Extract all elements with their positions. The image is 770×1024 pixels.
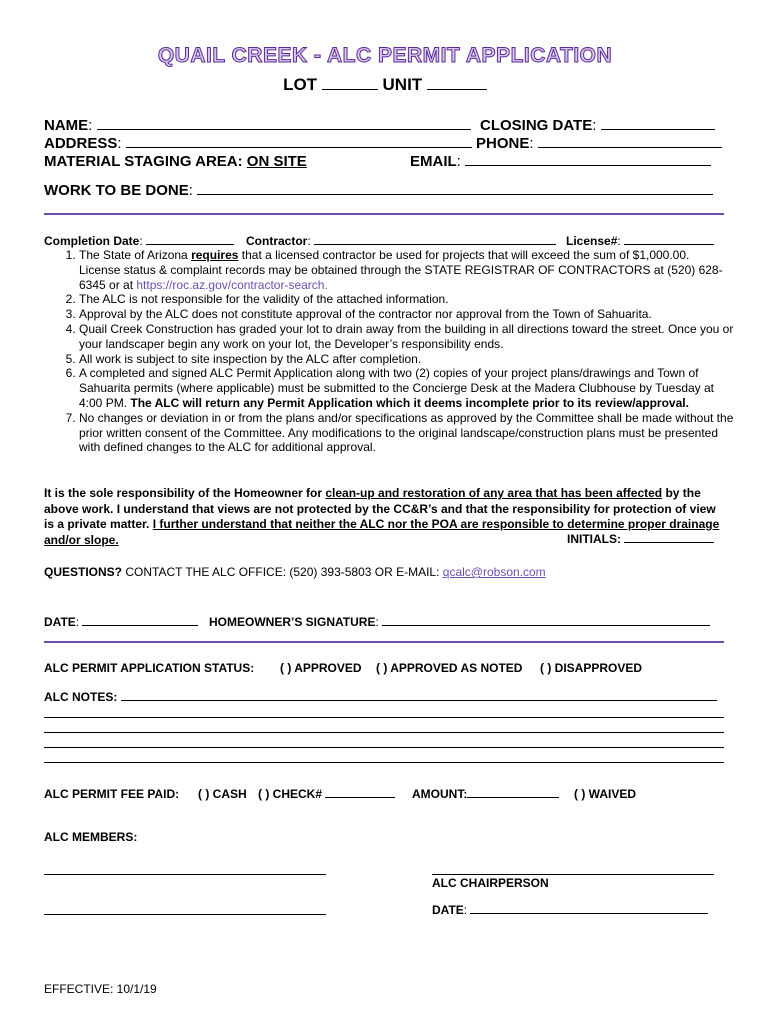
rule-6: 6. A completed and signed ALC Permit Application along with two (2) copies of your project plans/drawings and Town of Sahuarita permits (where applicable) must be submitted to the Concierge Desk at the Madera Clubhouse by Tuesday at 4:00 PM. The ALC will return any Permit Application which it deems incomplete prior to its review/approval.	[79, 366, 734, 410]
phone-field[interactable]	[538, 135, 722, 148]
status-approved-as-noted[interactable]: ( ) APPROVED AS NOTED	[376, 661, 523, 675]
unit-label: UNIT	[382, 75, 423, 94]
address-label: ADDRESS	[44, 135, 118, 152]
completion-field[interactable]	[146, 234, 234, 245]
lot-label: LOT	[283, 75, 318, 94]
fee-check-row	[258, 787, 395, 801]
chairperson-label: ALC CHAIRPERSON	[432, 876, 549, 890]
member-signature-line-2[interactable]	[44, 914, 326, 915]
work-label: WORK TO BE DONE	[44, 182, 189, 199]
name-label: NAME	[44, 117, 89, 134]
check-number-field[interactable]	[325, 787, 395, 798]
homeowner-signature-label: HOMEOWNER’S SIGNATURE	[209, 615, 376, 629]
fee-amount-row	[412, 787, 559, 801]
homeowner-signature-field[interactable]	[382, 615, 710, 626]
chair-date-field[interactable]	[470, 903, 708, 914]
status-label: ALC PERMIT APPLICATION STATUS:	[44, 661, 255, 675]
rules-list	[44, 248, 734, 455]
email-row: EMAIL:	[410, 153, 711, 170]
questions-label: QUESTIONS?	[44, 565, 123, 579]
homeowner-date-row: DATE:	[44, 615, 198, 629]
rule-4: 4. Quail Creek Construction has graded your lot to drain away from the building in all directions toward the street. Once you or your landscaper begin any work on your lot, the Developer’s responsibility ends.	[79, 322, 734, 352]
name-field[interactable]	[97, 117, 471, 130]
notes-row	[44, 690, 717, 704]
rule-1: 1. The State of Arizona requires that a licensed contractor be used for projects that will exceed the sum of $1,000.00. License status & complaint records may be obtained through the STATE REGISTRAR OF CONTRACTORS at (520) 628-6345 or at https://roc.az.gov/contractor-search.	[79, 248, 734, 292]
license-field[interactable]	[624, 234, 714, 245]
amount-field[interactable]	[467, 787, 559, 798]
fee-waived[interactable]: ( ) WAIVED	[574, 787, 636, 801]
completion-label: Completion Date	[44, 234, 140, 248]
fee-cash[interactable]: ( ) CASH	[198, 787, 247, 801]
rule-5: 5. All work is subject to site inspection by the ALC after completion.	[79, 352, 734, 367]
address-row: ADDRESS:	[44, 135, 472, 152]
homeowner-signature-row: HOMEOWNER’S SIGNATURE:	[209, 615, 710, 629]
license-label: License#	[566, 234, 618, 248]
roc-link[interactable]: https://roc.az.gov/contractor-search.	[136, 277, 328, 292]
notes-field[interactable]	[121, 690, 717, 701]
unit-field[interactable]	[427, 77, 487, 90]
closing-date-field[interactable]	[601, 117, 715, 130]
chair-date-row: DATE:	[432, 903, 708, 917]
contractor-row: Contractor:	[246, 234, 556, 248]
notes-line-3[interactable]	[44, 732, 724, 733]
notes-line-5[interactable]	[44, 762, 724, 763]
responsibility-paragraph: It is the sole responsibility of the Homeowner for clean-up and restoration of any area that has been affected by the above work. I understand that views are not protected by the CC&R’s and that the responsibility for protection of view is a private matter. I further understand that neither the ALC nor the POA are responsible to determine proper drainage and/or slope.	[44, 486, 720, 547]
section-divider	[44, 213, 724, 215]
completion-row: Completion Date:	[44, 234, 234, 248]
rule-2: 2. The ALC is not responsible for the validity of the attached information.	[79, 292, 734, 307]
address-field[interactable]	[126, 135, 472, 148]
fee-check[interactable]: ( ) CHECK#	[258, 787, 323, 801]
amount-label: AMOUNT:	[412, 787, 468, 801]
fee-label: ALC PERMIT FEE PAID:	[44, 787, 180, 801]
status-approved[interactable]: ( ) APPROVED	[280, 661, 362, 675]
closing-date-label: CLOSING DATE	[480, 117, 593, 134]
closing-date-row: CLOSING DATE:	[480, 117, 715, 134]
staging-label: MATERIAL STAGING AREA:	[44, 153, 243, 170]
homeowner-date-field[interactable]	[82, 615, 198, 626]
work-row: WORK TO BE DONE:	[44, 182, 713, 199]
name-row: NAME:	[44, 117, 471, 134]
staging-row	[44, 153, 307, 170]
work-field[interactable]	[197, 182, 713, 195]
contractor-label: Contractor	[246, 234, 308, 248]
initials-row	[567, 532, 714, 546]
staging-value: ON SITE	[246, 153, 307, 170]
rule-3: 3. Approval by the ALC does not constitute approval of the contractor nor approval from the Town of Sahuarita.	[79, 307, 734, 322]
section-divider-2	[44, 641, 724, 643]
contractor-field[interactable]	[314, 234, 556, 245]
chair-date-label: DATE	[432, 903, 464, 917]
member-signature-line-1[interactable]	[44, 874, 326, 875]
initials-label: INITIALS:	[567, 532, 621, 546]
contact-email-link[interactable]: qcalc@robson.com	[442, 565, 546, 579]
email-field[interactable]	[465, 153, 711, 166]
initials-field[interactable]	[624, 532, 714, 543]
form-title: QUAIL CREEK - ALC PERMIT APPLICATION	[157, 44, 613, 67]
date-label: DATE	[44, 615, 76, 629]
lot-field[interactable]	[322, 77, 378, 90]
status-disapproved[interactable]: ( ) DISAPPROVED	[540, 661, 643, 675]
notes-line-4[interactable]	[44, 747, 724, 748]
phone-label: PHONE	[476, 135, 530, 152]
license-row: License#:	[566, 234, 714, 248]
notes-line-2[interactable]	[44, 717, 724, 718]
lot-unit-line	[0, 75, 770, 95]
rule-7: 7. No changes or deviation in or from the plans and/or specifications as approved by the Committee shall be made without the prior written consent of the Committee. Any modifications to the original landscape/construction plans must be presented with defined changes to the ALC for additional approval.	[79, 411, 734, 455]
notes-label: ALC NOTES:	[44, 690, 118, 704]
chairperson-signature-line[interactable]	[432, 874, 714, 875]
effective-date: EFFECTIVE: 10/1/19	[44, 982, 157, 996]
email-label: EMAIL	[410, 153, 457, 170]
members-label: ALC MEMBERS:	[44, 830, 138, 844]
phone-row: PHONE:	[476, 135, 722, 152]
questions-row: QUESTIONS? CONTACT THE ALC OFFICE: (520) 393-5803 OR E-MAIL: qcalc@robson.com	[44, 565, 546, 579]
